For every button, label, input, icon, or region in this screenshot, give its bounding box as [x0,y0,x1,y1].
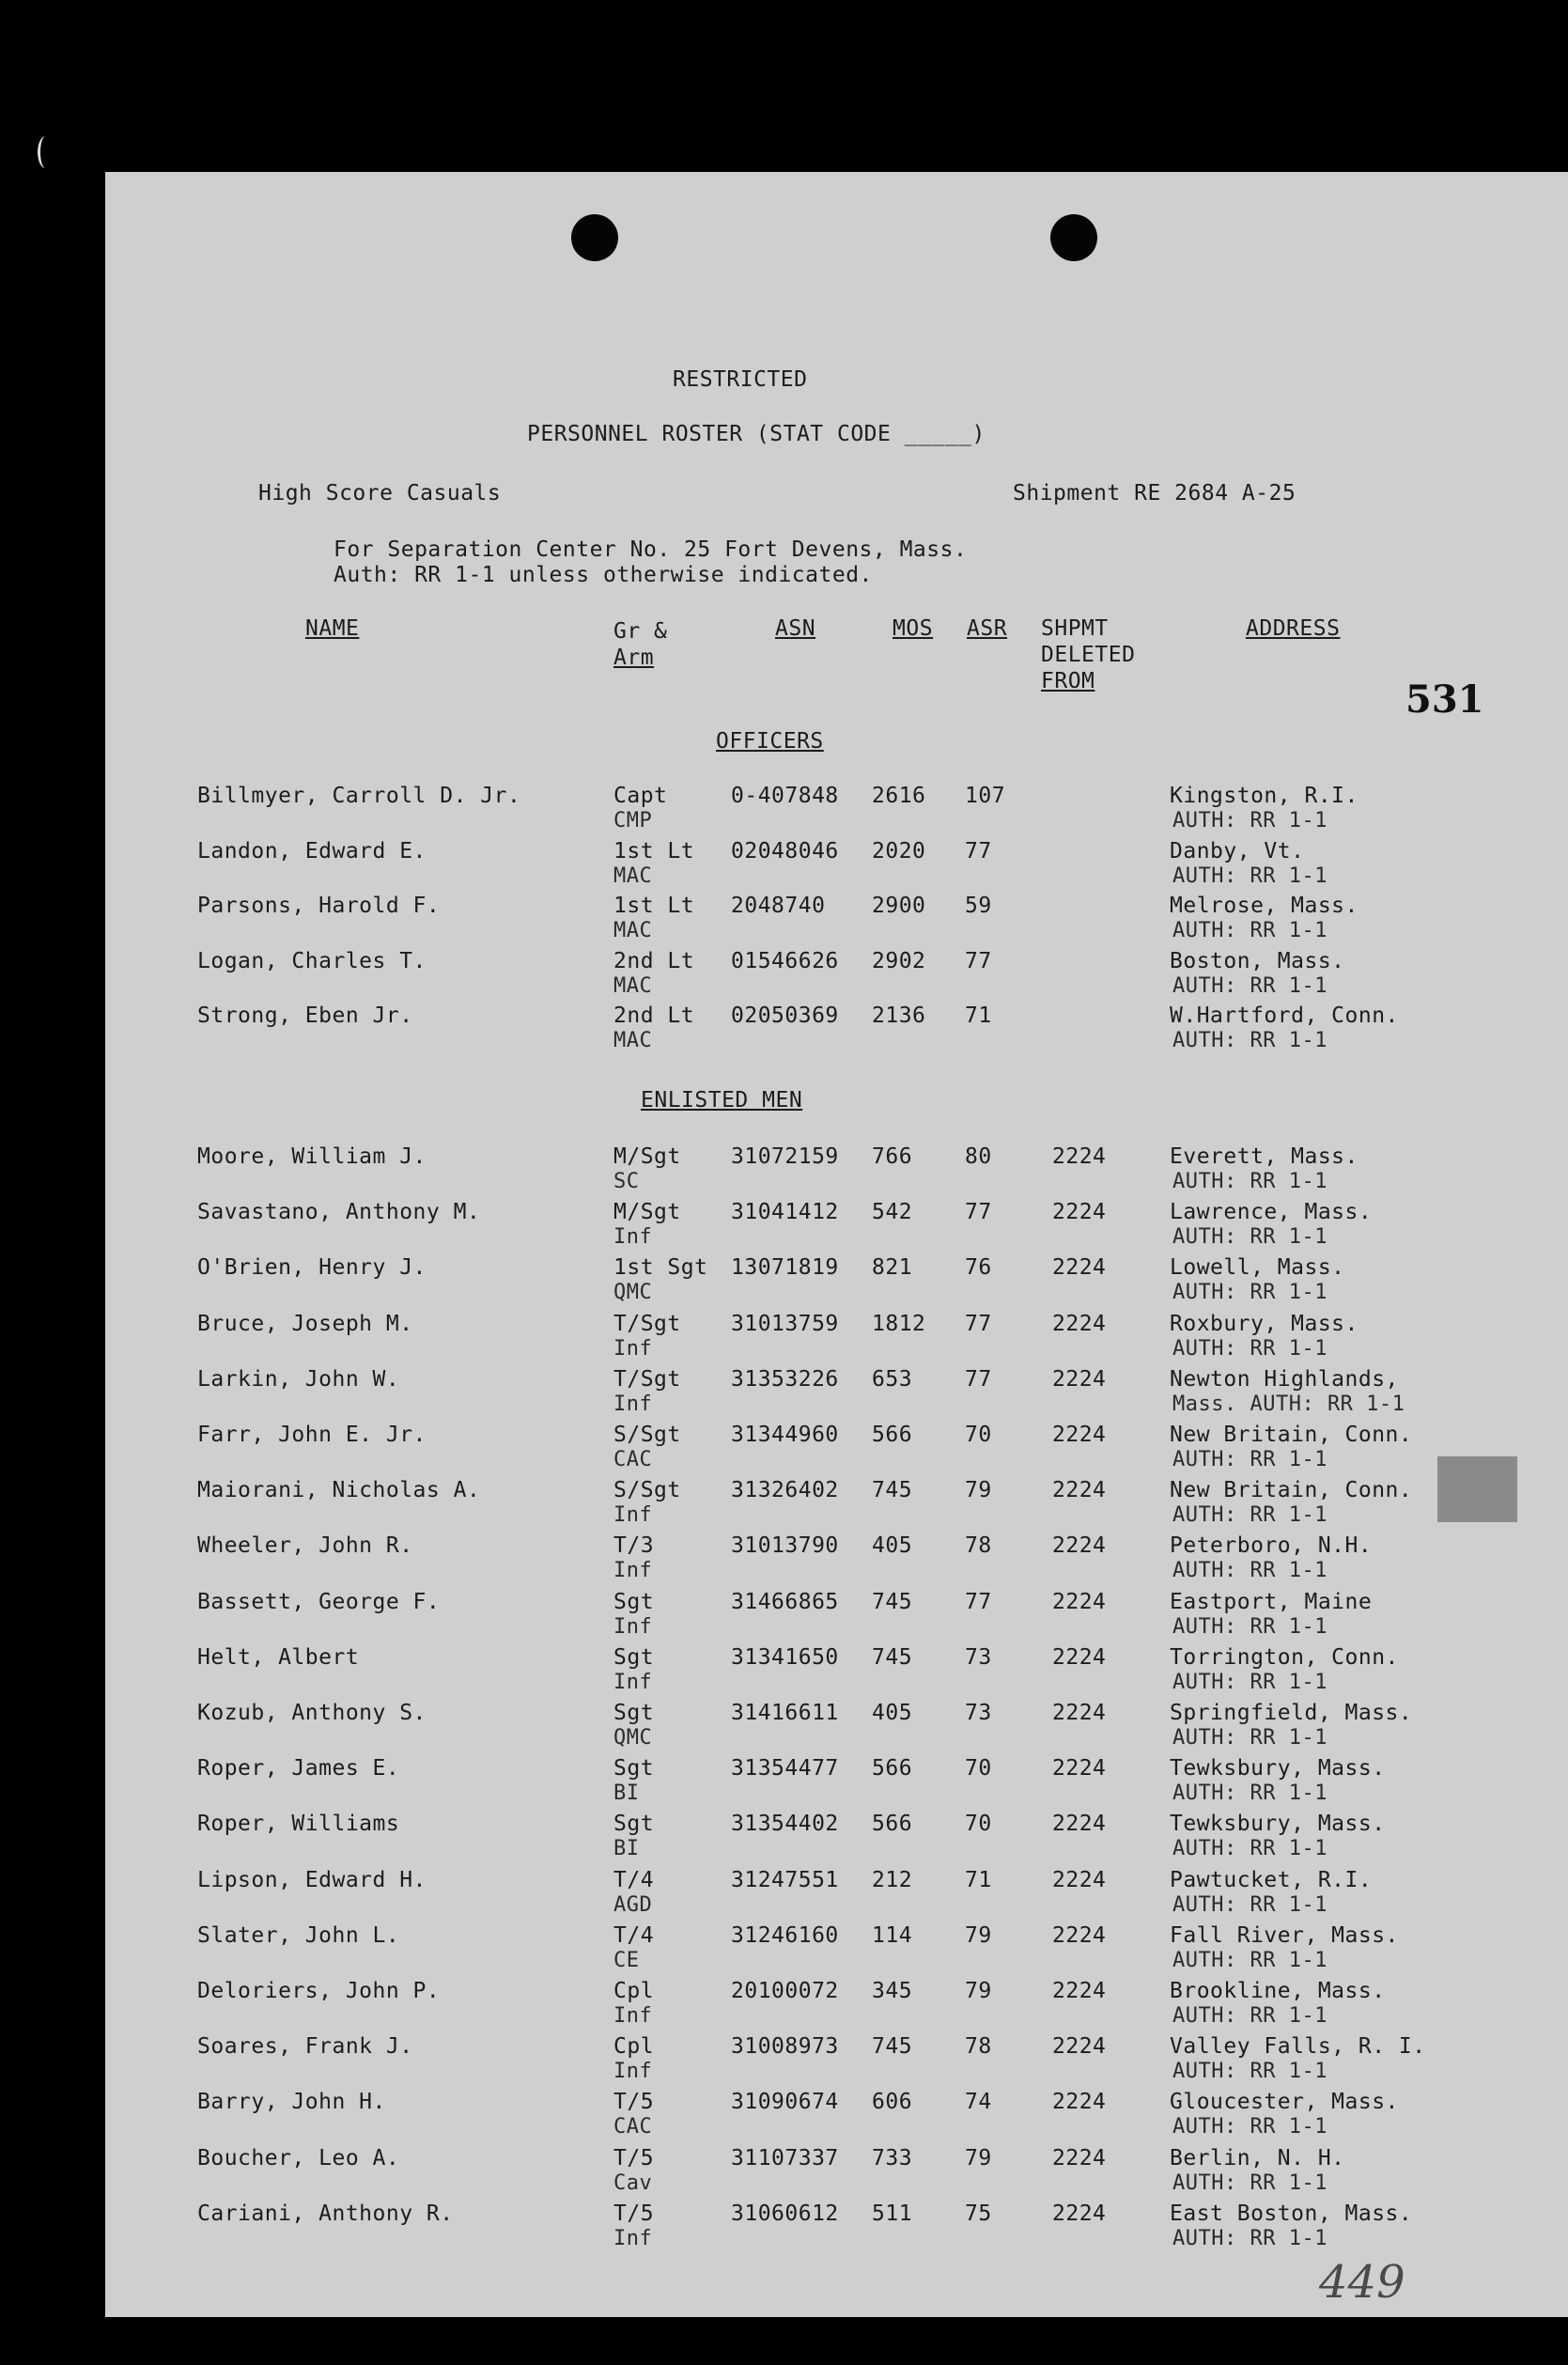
cell-asr: 107 [965,784,1006,808]
cell-address-text: Boston, Mass. [1170,948,1345,973]
cell-auth: AUTH: RR 1-1 [1172,919,1327,942]
cell-arm: Inf [613,1670,653,1694]
cell-grade [613,838,695,888]
cell-name: Deloriers, John P. [197,1979,441,2003]
cell-arm: Inf [613,2004,653,2028]
col-mos: MOS [893,616,934,641]
cell-address [1170,2034,1426,2084]
cell-asn: 31041412 [731,1200,839,1225]
cell-asn: 2048740 [731,894,826,918]
cell-grade [613,1144,681,1193]
cell-auth: AUTH: RR 1-1 [1172,973,1327,998]
cell-mos: 2136 [872,1004,926,1028]
cell-address [1170,1200,1373,1250]
cell-mos: 2900 [872,894,926,918]
cell-address [1170,894,1358,942]
cell-auth: AUTH: RR 1-1 [1172,1336,1327,1361]
cell-grade-text: T/Sgt [613,1366,681,1392]
cell-auth: AUTH: RR 1-1 [1172,2226,1327,2250]
cell-address-text: Everett, Mass. [1170,1144,1358,1169]
cell-address [1170,1255,1345,1305]
cell-shpmt: 2224 [1052,1478,1107,1503]
cell-address-text: Danby, Vt. [1170,838,1305,864]
cell-address-text: Torrington, Conn. [1170,1644,1399,1670]
cell-address [1170,1366,1405,1416]
group-name: High Score Casuals [258,481,502,506]
cell-asr: 74 [965,2090,992,2115]
cell-grade-text: T/4 [613,1867,655,1892]
cell-mos: 1812 [872,1311,926,1336]
cell-asn: 01546626 [731,948,839,973]
cell-shpmt: 2224 [1052,2034,1107,2060]
cell-address [1170,784,1358,832]
cell-auth: AUTH: RR 1-1 [1172,1614,1327,1639]
cell-address-text: Springfield, Mass. [1170,1701,1413,1725]
cell-asr: 77 [965,838,992,864]
cell-shpmt: 2224 [1052,1812,1107,1837]
cell-address [1170,2090,1399,2139]
cell-mos: 606 [872,2090,913,2115]
cell-auth: Mass. AUTH: RR 1-1 [1172,1392,1405,1416]
cell-asr: 76 [965,1255,992,1281]
punch-hole [571,214,618,261]
cell-asr: 70 [965,1756,992,1782]
cell-name: Boucher, Leo A. [197,2145,400,2171]
cell-auth: AUTH: RR 1-1 [1172,1782,1327,1806]
cell-auth: AUTH: RR 1-1 [1172,1170,1327,1193]
cell-address-text: Melrose, Mass. [1170,894,1358,918]
cell-auth: AUTH: RR 1-1 [1172,1948,1327,1972]
cell-auth: AUTH: RR 1-1 [1172,1892,1327,1917]
cell-address [1170,1423,1413,1471]
cell-address [1170,2201,1413,2250]
cell-address [1170,1644,1399,1694]
cell-address [1170,1478,1413,1528]
cell-arm: Inf [613,1392,653,1416]
cell-address-text: Valley Falls, R. I. [1170,2034,1426,2060]
cell-auth: AUTH: RR 1-1 [1172,1726,1327,1750]
cell-grade-text: 2nd Lt [613,1004,695,1028]
cell-asn: 31107337 [731,2145,839,2171]
cell-auth: AUTH: RR 1-1 [1172,1837,1327,1861]
cell-address-text: Peterboro, N.H. [1170,1533,1373,1559]
cell-address-text: Roxbury, Mass. [1170,1311,1358,1336]
cell-name: Farr, John E. Jr. [197,1423,427,1447]
cell-grade [613,1533,655,1583]
shipment-number: Shipment RE 2684 A-25 [1013,481,1296,506]
cell-grade [613,1004,695,1052]
cell-mos: 653 [872,1366,913,1392]
cell-mos: 566 [872,1423,913,1447]
index-tab [1437,1456,1517,1522]
cell-arm: CE [613,1948,640,1972]
cell-grade-text: T/5 [613,2201,655,2226]
cell-asr: 70 [965,1812,992,1837]
cell-address [1170,1701,1413,1750]
cell-asn: 31090674 [731,2090,839,2115]
cell-arm: Inf [613,2226,653,2250]
cell-asr: 73 [965,1701,992,1725]
cell-asr: 79 [965,1478,992,1503]
cell-name: Kozub, Anthony S. [197,1701,427,1725]
cell-arm: Inf [613,1503,653,1528]
cell-asr: 80 [965,1144,992,1169]
col-arm: Arm [613,646,655,670]
cell-arm: MAC [613,864,653,888]
cell-address [1170,1533,1373,1583]
cell-grade [613,784,668,832]
col-asn: ASN [775,616,816,641]
cell-mos: 766 [872,1144,913,1169]
cell-name: Soares, Frank J. [197,2034,413,2060]
cell-address [1170,1812,1386,1861]
cell-arm: MAC [613,1029,653,1052]
cell-shpmt: 2224 [1052,2201,1107,2226]
cell-asn: 02048046 [731,838,839,864]
cell-asr: 79 [965,2145,992,2171]
cell-grade [613,894,695,942]
cell-grade-text: S/Sgt [613,1478,681,1503]
cell-grade-text: Sgt [613,1812,655,1837]
cell-arm: QMC [613,1726,653,1750]
cell-mos: 511 [872,2201,913,2226]
cell-mos: 745 [872,1589,913,1614]
cell-asn: 31060612 [731,2201,839,2226]
cell-mos: 745 [872,1478,913,1503]
cell-asr: 71 [965,1867,992,1892]
cell-grade [613,1255,708,1305]
cell-asn: 31072159 [731,1144,839,1169]
cell-grade [613,2145,655,2195]
cell-mos: 212 [872,1867,913,1892]
cell-asr: 77 [965,1589,992,1614]
cell-address-text: Brookline, Mass. [1170,1979,1386,2003]
cell-shpmt: 2224 [1052,1756,1107,1782]
cell-name: Strong, Eben Jr. [197,1004,413,1028]
cell-grade [613,1311,681,1361]
cell-address [1170,838,1327,888]
cell-grade [613,1867,655,1917]
cell-mos: 566 [872,1812,913,1837]
cell-grade-text: M/Sgt [613,1200,681,1225]
cell-auth: AUTH: RR 1-1 [1172,2115,1327,2139]
cell-name: Barry, John H. [197,2090,386,2115]
cell-name: Maiorani, Nicholas A. [197,1478,481,1503]
cell-mos: 821 [872,1255,913,1281]
cell-arm: MAC [613,973,653,998]
col-deleted: DELETED [1041,643,1136,667]
cell-auth: AUTH: RR 1-1 [1172,864,1327,888]
cell-mos: 114 [872,1922,913,1948]
cell-asr: 70 [965,1423,992,1447]
cell-shpmt: 2224 [1052,1144,1107,1169]
cell-asn: 31013790 [731,1533,839,1559]
cell-auth: AUTH: RR 1-1 [1172,1029,1327,1052]
cell-address-text: Berlin, N. H. [1170,2145,1345,2171]
cell-asr: 71 [965,1004,992,1028]
roster-page [105,172,1568,2317]
col-grade: Gr & [613,619,668,644]
cell-asr: 78 [965,2034,992,2060]
cell-asn: 31247551 [731,1867,839,1892]
cell-arm: AGD [613,1892,653,1917]
cell-name: Landon, Edward E. [197,838,427,864]
cell-asr: 77 [965,1200,992,1225]
cell-name: Savastano, Anthony M. [197,1200,481,1225]
cell-shpmt: 2224 [1052,1533,1107,1559]
cell-asn: 31008973 [731,2034,839,2060]
cell-grade [613,1979,655,2028]
cell-grade [613,948,695,998]
cell-address-text: East Boston, Mass. [1170,2201,1413,2226]
cell-address-text: Gloucester, Mass. [1170,2090,1399,2115]
cell-asr: 75 [965,2201,992,2226]
cell-name: Helt, Albert [197,1644,360,1670]
cell-name: Wheeler, John R. [197,1533,413,1559]
cell-asn: 31326402 [731,1478,839,1503]
cell-arm: BI [613,1782,640,1806]
col-from: FROM [1041,669,1095,693]
cell-address [1170,948,1345,998]
cell-asr: 73 [965,1644,992,1670]
officers-heading: OFFICERS [716,729,824,754]
cell-name: Slater, John L. [197,1922,400,1948]
cell-grade [613,1644,655,1694]
cell-mos: 405 [872,1701,913,1725]
cell-grade-text: 1st Lt [613,838,695,864]
cell-grade-text: T/5 [613,2090,655,2115]
cell-asr: 78 [965,1533,992,1559]
cell-name: Parsons, Harold F. [197,894,441,918]
cell-grade [613,2034,655,2084]
cell-address-text: Fall River, Mass. [1170,1922,1399,1948]
cell-arm: Inf [613,1336,653,1361]
cell-address-text: Pawtucket, R.I. [1170,1867,1373,1892]
cell-arm: CMP [613,809,653,832]
cell-mos: 566 [872,1756,913,1782]
cell-mos: 345 [872,1979,913,2003]
cell-address-text: New Britain, Conn. [1170,1478,1413,1503]
cell-asn: 31344960 [731,1423,839,1447]
cell-shpmt: 2224 [1052,1200,1107,1225]
cell-grade [613,1478,681,1528]
cell-mos: 405 [872,1533,913,1559]
cell-asn: 31341650 [731,1644,839,1670]
roster-title: PERSONNEL ROSTER (STAT CODE _____) [527,422,986,446]
cell-arm: CAC [613,2115,653,2139]
cell-grade-text: Capt [613,784,668,808]
cell-address-text: New Britain, Conn. [1170,1423,1413,1447]
cell-asn: 13071819 [731,1255,839,1281]
cell-asr: 77 [965,948,992,973]
cell-mos: 2902 [872,948,926,973]
cell-mos: 542 [872,1200,913,1225]
cell-arm: Inf [613,1614,653,1639]
cell-address [1170,1589,1373,1639]
cell-arm: Inf [613,2060,653,2084]
cell-address [1170,1867,1373,1917]
cell-grade-text: 1st Sgt [613,1255,708,1281]
cell-shpmt: 2224 [1052,1979,1107,2003]
cell-shpmt: 2224 [1052,2090,1107,2115]
cell-address [1170,1922,1399,1972]
cell-arm: BI [613,1837,640,1861]
cell-grade-text: M/Sgt [613,1144,681,1169]
cell-arm: SC [613,1170,640,1193]
cell-grade-text: 2nd Lt [613,948,695,973]
cell-asn: 02050369 [731,1004,839,1028]
cell-name: Billmyer, Carroll D. Jr. [197,784,521,808]
cell-name: Roper, Williams [197,1812,400,1837]
page-number: 531 [1405,677,1484,722]
cell-address-text: Newton Highlands, [1170,1366,1399,1392]
cell-name: Lipson, Edward H. [197,1867,427,1892]
cell-grade-text: S/Sgt [613,1423,681,1447]
cell-auth: AUTH: RR 1-1 [1172,809,1327,832]
cell-grade [613,1812,655,1861]
col-address: ADDRESS [1246,616,1341,641]
cell-address-text: Tewksbury, Mass. [1170,1812,1386,1837]
scan-edge-mark [38,136,54,168]
cell-grade [613,1200,681,1250]
cell-auth: AUTH: RR 1-1 [1172,1225,1327,1250]
cell-shpmt: 2224 [1052,1867,1107,1892]
cell-grade-text: Cpl [613,2034,655,2060]
cell-grade [613,1366,681,1416]
cell-grade [613,2090,655,2139]
cell-address-text: W.Hartford, Conn. [1170,1004,1399,1028]
cell-address [1170,2145,1345,2195]
col-asr: ASR [967,616,1008,641]
classification: RESTRICTED [673,367,808,392]
cell-grade-text: T/5 [613,2145,655,2171]
cell-grade-text: T/Sgt [613,1311,681,1336]
cell-grade [613,1701,655,1750]
cell-arm: Cav [613,2171,653,2195]
cell-asr: 59 [965,894,992,918]
cell-grade-text: T/3 [613,1533,655,1559]
punch-hole [1050,214,1097,261]
cell-address-text: Kingston, R.I. [1170,784,1358,808]
enlisted-heading: ENLISTED MEN [641,1088,803,1112]
cell-address-text: Lowell, Mass. [1170,1255,1345,1281]
cell-shpmt: 2224 [1052,1922,1107,1948]
cell-arm: Inf [613,1559,653,1583]
cell-asn: 31246160 [731,1922,839,1948]
cell-shpmt: 2224 [1052,1701,1107,1725]
cell-asn: 0-407848 [731,784,839,808]
cell-grade [613,1922,655,1972]
cell-address [1170,1979,1386,2028]
cell-asn: 31354477 [731,1756,839,1782]
cell-name: Moore, William J. [197,1144,427,1169]
cell-shpmt: 2224 [1052,1644,1107,1670]
cell-name: Cariani, Anthony R. [197,2201,454,2226]
col-name: NAME [305,616,360,641]
cell-shpmt: 2224 [1052,1366,1107,1392]
col-shpmt: SHPMT [1041,616,1109,641]
cell-shpmt: 2224 [1052,1311,1107,1336]
cell-asn: 31354402 [731,1812,839,1837]
cell-grade-text: Sgt [613,1756,655,1782]
cell-mos: 745 [872,1644,913,1670]
cell-auth: AUTH: RR 1-1 [1172,2171,1327,2195]
cell-grade-text: Sgt [613,1701,655,1725]
cell-asr: 77 [965,1311,992,1336]
cell-shpmt: 2224 [1052,2145,1107,2171]
cell-grade [613,1756,655,1806]
cell-mos: 733 [872,2145,913,2171]
cell-address [1170,1311,1358,1361]
cell-asn: 31013759 [731,1311,839,1336]
separation-center: For Separation Center No. 25 Fort Devens, Mass. [334,537,968,562]
cell-grade-text: T/4 [613,1922,655,1948]
cell-mos: 2616 [872,784,926,808]
cell-name: Roper, James E. [197,1756,400,1782]
cell-address [1170,1756,1386,1806]
cell-arm: Inf [613,1225,653,1250]
cell-asr: 77 [965,1366,992,1392]
cell-asn: 20100072 [731,1979,839,2003]
cell-grade-text: Cpl [613,1979,655,2003]
cell-address [1170,1144,1358,1193]
cell-auth: AUTH: RR 1-1 [1172,2004,1327,2028]
cell-grade [613,1589,655,1639]
cell-auth: AUTH: RR 1-1 [1172,1448,1327,1471]
cell-asn: 31466865 [731,1589,839,1614]
cell-name: Logan, Charles T. [197,948,427,973]
cell-address [1170,1004,1399,1052]
cell-shpmt: 2224 [1052,1255,1107,1281]
cell-mos: 2020 [872,838,926,864]
cell-arm: CAC [613,1448,653,1471]
cell-asr: 79 [965,1979,992,2003]
cell-auth: AUTH: RR 1-1 [1172,1281,1327,1305]
cell-asr: 79 [965,1922,992,1948]
cell-name: O'Brien, Henry J. [197,1255,427,1281]
cell-grade [613,2201,655,2250]
cell-shpmt: 2224 [1052,1589,1107,1614]
cell-asn: 31416611 [731,1701,839,1725]
cell-arm: MAC [613,919,653,942]
cell-grade-text: Sgt [613,1644,655,1670]
cell-name: Bruce, Joseph M. [197,1311,413,1336]
cell-grade-text: 1st Lt [613,894,695,918]
cell-address-text: Eastport, Maine [1170,1589,1373,1614]
cell-address-text: Tewksbury, Mass. [1170,1756,1386,1782]
cell-asn: 31353226 [731,1366,839,1392]
cell-grade [613,1423,681,1471]
cell-grade-text: Sgt [613,1589,655,1614]
cell-address-text: Lawrence, Mass. [1170,1200,1373,1225]
cell-shpmt: 2224 [1052,1423,1107,1447]
cell-auth: AUTH: RR 1-1 [1172,1670,1327,1694]
cell-auth: AUTH: RR 1-1 [1172,1503,1327,1528]
cell-name: Bassett, George F. [197,1589,441,1614]
cell-name: Larkin, John W. [197,1366,400,1392]
cell-auth: AUTH: RR 1-1 [1172,1559,1327,1583]
cell-auth: AUTH: RR 1-1 [1172,2060,1327,2084]
cell-mos: 745 [872,2034,913,2060]
cell-arm: QMC [613,1281,653,1305]
authority-note: Auth: RR 1-1 unless otherwise indicated. [334,563,873,587]
handwritten-number: 449 [1319,2256,1405,2309]
